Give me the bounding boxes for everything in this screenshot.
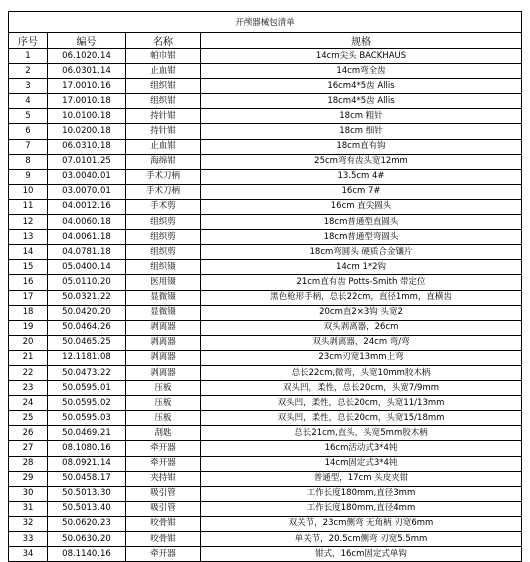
table-row (9, 290, 522, 305)
cell-index: 25 (9, 411, 48, 426)
table-row (9, 471, 522, 486)
cell-code: 08.0921.14 (48, 456, 126, 471)
table-row (9, 184, 522, 199)
table-row (9, 79, 522, 94)
table-title: 开颅器械包清单 (9, 12, 522, 33)
table-row (9, 215, 522, 230)
table-row (9, 305, 522, 320)
cell-spec: 总长21cm,直头，头宽5mm胶木柄 (201, 426, 522, 441)
cell-index: 17 (9, 290, 48, 305)
cell-name: 牵开器 (126, 456, 201, 471)
cell-code: 50.5013.30 (48, 486, 126, 501)
cell-code: 06.0301.14 (48, 64, 126, 79)
header-index: 序号 (9, 33, 48, 49)
cell-name: 医用镊 (126, 275, 201, 290)
cell-code: 06.0310.18 (48, 139, 126, 154)
cell-code: 04.0012.16 (48, 199, 126, 214)
cell-index: 20 (9, 335, 48, 350)
cell-code: 50.0630.20 (48, 532, 126, 547)
cell-code: 07.0101.25 (48, 154, 126, 169)
cell-name: 组织钳 (126, 79, 201, 94)
cell-name: 组织剪 (126, 215, 201, 230)
cell-code: 50.0321.22 (48, 290, 126, 305)
table-row (9, 516, 522, 531)
cell-name: 剥离器 (126, 320, 201, 335)
cell-code: 50.0464.26 (48, 320, 126, 335)
cell-index: 3 (9, 79, 48, 94)
cell-code: 05.0400.14 (48, 260, 126, 275)
cell-spec: 23cm刃宽13mm上弯 (201, 350, 522, 365)
cell-spec: 普通型，17cm 头皮夹钳 (201, 471, 522, 486)
cell-name: 牵开器 (126, 441, 201, 456)
cell-name: 组织剪 (126, 230, 201, 245)
cell-code: 04.0060.18 (48, 215, 126, 230)
cell-name: 咬骨钳 (126, 516, 201, 531)
cell-name: 吸引管 (126, 486, 201, 501)
instrument-table (8, 11, 522, 562)
cell-spec: 14cm弯全齿 (201, 64, 522, 79)
instrument-list-sheet (8, 11, 521, 562)
cell-code: 50.0595.01 (48, 381, 126, 396)
cell-name: 手术刀柄 (126, 169, 201, 184)
cell-spec: 21cm直有齿 Potts-Smith 带定位 (201, 275, 522, 290)
table-row (9, 154, 522, 169)
table-row (9, 381, 522, 396)
cell-name: 压板 (126, 411, 201, 426)
cell-code: 05.0110.20 (48, 275, 126, 290)
cell-spec: 双头剥离器，24cm 弯/弯 (201, 335, 522, 350)
cell-index: 34 (9, 547, 48, 562)
cell-index: 5 (9, 109, 48, 124)
cell-name: 压板 (126, 396, 201, 411)
table-row (9, 139, 522, 154)
cell-code: 10.0200.18 (48, 124, 126, 139)
table-row (9, 260, 522, 275)
cell-spec: 14cm尖头 BACKHAUS (201, 49, 522, 64)
cell-code: 50.0595.02 (48, 396, 126, 411)
title-row (9, 12, 522, 33)
cell-index: 28 (9, 456, 48, 471)
table-row (9, 396, 522, 411)
cell-code: 10.0100.18 (48, 109, 126, 124)
table-row (9, 94, 522, 109)
cell-spec: 工作长度180mm,直径4mm (201, 501, 522, 516)
cell-name: 止血钳 (126, 139, 201, 154)
cell-index: 16 (9, 275, 48, 290)
cell-name: 持针钳 (126, 124, 201, 139)
cell-code: 12.1181.08 (48, 350, 126, 365)
cell-spec: 20cm直2×3钩 头宽2 (201, 305, 522, 320)
cell-code: 50.0620.23 (48, 516, 126, 531)
header-spec: 规格 (201, 33, 522, 49)
table-row (9, 109, 522, 124)
cell-index: 30 (9, 486, 48, 501)
cell-code: 03.0070.01 (48, 184, 126, 199)
header-row (9, 33, 522, 49)
cell-name: 咬骨钳 (126, 532, 201, 547)
table-row (9, 335, 522, 350)
cell-index: 9 (9, 169, 48, 184)
cell-index: 22 (9, 365, 48, 380)
cell-name: 夹持钳 (126, 471, 201, 486)
cell-spec: 单关节，20.5cm侧弯 刃宽5.5mm (201, 532, 522, 547)
cell-name: 手术剪 (126, 199, 201, 214)
cell-spec: 钳式，16cm固定式单钩 (201, 547, 522, 562)
cell-index: 14 (9, 245, 48, 260)
cell-name: 组织剪 (126, 245, 201, 260)
table-row (9, 245, 522, 260)
cell-spec: 18cm直有钩 (201, 139, 522, 154)
cell-spec: 14cm 1*2钩 (201, 260, 522, 275)
cell-code: 50.0595.03 (48, 411, 126, 426)
cell-index: 15 (9, 260, 48, 275)
cell-name: 手术刀柄 (126, 184, 201, 199)
cell-spec: 14cm固定式3*4钝 (201, 456, 522, 471)
cell-spec: 双关节，23cm侧弯 无角柄 刃宽6mm (201, 516, 522, 531)
cell-index: 11 (9, 199, 48, 214)
table-row (9, 49, 522, 64)
cell-index: 26 (9, 426, 48, 441)
cell-index: 13 (9, 230, 48, 245)
cell-code: 03.0040.01 (48, 169, 126, 184)
table-row (9, 230, 522, 245)
cell-spec: 18cm弯圆头 硬质合金镶片 (201, 245, 522, 260)
cell-spec: 双头剥离器，26cm (201, 320, 522, 335)
cell-index: 19 (9, 320, 48, 335)
cell-spec: 18cm普通型弯圆头 (201, 230, 522, 245)
table-row (9, 547, 522, 562)
table-row (9, 486, 522, 501)
cell-name: 止血钳 (126, 64, 201, 79)
cell-code: 17.0010.18 (48, 94, 126, 109)
cell-name: 压板 (126, 381, 201, 396)
table-row (9, 365, 522, 380)
table-row (9, 441, 522, 456)
cell-spec: 13.5cm 4# (201, 169, 522, 184)
cell-spec: 总长22cm,微弯，头宽10mm胶木柄 (201, 365, 522, 380)
cell-index: 29 (9, 471, 48, 486)
cell-index: 33 (9, 532, 48, 547)
cell-index: 7 (9, 139, 48, 154)
cell-code: 17.0010.16 (48, 79, 126, 94)
cell-spec: 工作长度180mm,直径3mm (201, 486, 522, 501)
cell-index: 32 (9, 516, 48, 531)
header-name: 名称 (126, 33, 201, 49)
table-row (9, 456, 522, 471)
cell-name: 剥离器 (126, 335, 201, 350)
header-code: 编号 (48, 33, 126, 49)
cell-index: 6 (9, 124, 48, 139)
cell-code: 50.0465.25 (48, 335, 126, 350)
cell-name: 持针钳 (126, 109, 201, 124)
cell-spec: 16cm 直尖圆头 (201, 199, 522, 214)
table-row (9, 169, 522, 184)
table-row (9, 275, 522, 290)
cell-name: 组织钳 (126, 94, 201, 109)
cell-code: 08.1080.16 (48, 441, 126, 456)
table-row (9, 350, 522, 365)
cell-name: 刮匙 (126, 426, 201, 441)
cell-name: 显微镊 (126, 290, 201, 305)
cell-code: 50.0473.22 (48, 365, 126, 380)
cell-name: 剥离器 (126, 365, 201, 380)
cell-code: 50.0458.17 (48, 471, 126, 486)
cell-code: 04.0061.18 (48, 230, 126, 245)
cell-spec: 16cm活动式3*4钝 (201, 441, 522, 456)
table-row (9, 501, 522, 516)
cell-spec: 18cm普通型直圆头 (201, 215, 522, 230)
cell-code: 50.0420.20 (48, 305, 126, 320)
cell-name: 牵开器 (126, 547, 201, 562)
cell-index: 12 (9, 215, 48, 230)
cell-index: 23 (9, 381, 48, 396)
cell-spec: 16cm4*5齿 Allis (201, 79, 522, 94)
cell-index: 4 (9, 94, 48, 109)
cell-index: 2 (9, 64, 48, 79)
cell-index: 21 (9, 350, 48, 365)
cell-code: 04.0781.18 (48, 245, 126, 260)
cell-spec: 双头凹，柔性，总长20cm，头宽11/13mm (201, 396, 522, 411)
cell-spec: 双头凹，柔性，总长20cm，头宽15/18mm (201, 411, 522, 426)
cell-spec: 黑色枪形手柄，总长22cm，直径1mm，直横齿 (201, 290, 522, 305)
table-row (9, 199, 522, 214)
cell-code: 50.0469.21 (48, 426, 126, 441)
cell-spec: 18cm4*5齿 Allis (201, 94, 522, 109)
cell-code: 50.5013.40 (48, 501, 126, 516)
cell-name: 海绵钳 (126, 154, 201, 169)
cell-spec: 16cm 7# (201, 184, 522, 199)
cell-code: 08.1140.16 (48, 547, 126, 562)
table-row (9, 426, 522, 441)
cell-spec: 18cm 细针 (201, 124, 522, 139)
cell-index: 18 (9, 305, 48, 320)
cell-name: 剥离器 (126, 350, 201, 365)
cell-name: 显微镊 (126, 305, 201, 320)
cell-index: 27 (9, 441, 48, 456)
table-row (9, 64, 522, 79)
cell-spec: 双头凹，柔性，总长20cm，头宽7/9mm (201, 381, 522, 396)
table-row (9, 411, 522, 426)
cell-index: 10 (9, 184, 48, 199)
cell-name: 组织镊 (126, 260, 201, 275)
table-row (9, 124, 522, 139)
table-body (9, 49, 522, 562)
cell-spec: 18cm 粗针 (201, 109, 522, 124)
table-row (9, 320, 522, 335)
cell-code: 06.1020.14 (48, 49, 126, 64)
cell-name: 帕巾钳 (126, 49, 201, 64)
cell-index: 1 (9, 49, 48, 64)
cell-index: 31 (9, 501, 48, 516)
cell-spec: 25cm弯有齿头宽12mm (201, 154, 522, 169)
cell-index: 24 (9, 396, 48, 411)
table-row (9, 532, 522, 547)
cell-name: 吸引管 (126, 501, 201, 516)
cell-index: 8 (9, 154, 48, 169)
